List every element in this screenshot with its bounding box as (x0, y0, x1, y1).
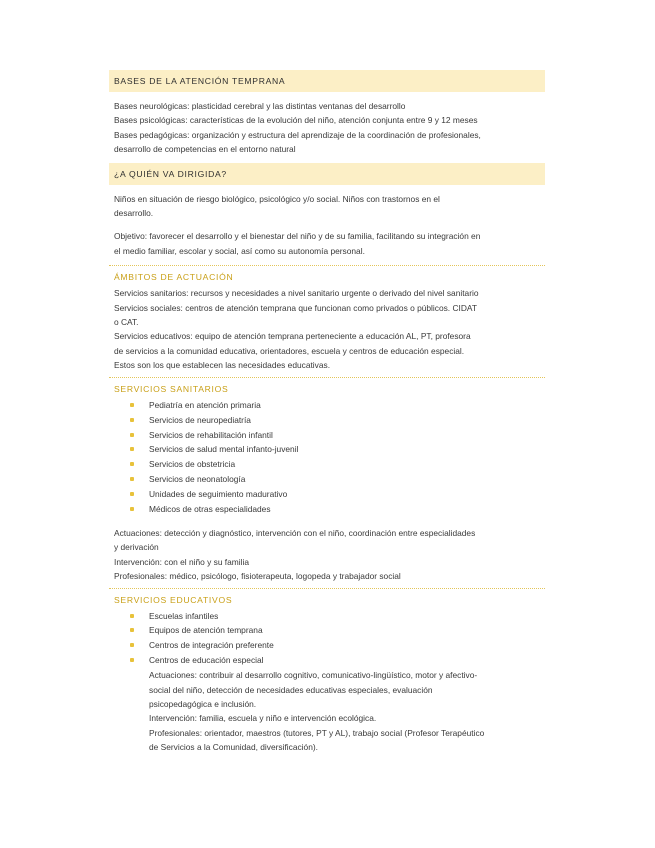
text-line: psicopedagógica e inclusión. (149, 699, 257, 709)
text-line: social del niño, detección de necesidades educativas especiales, evaluación (149, 684, 433, 695)
list-item: Servicios de neuropediatría (114, 413, 545, 428)
text-line: Intervención: familia, escuela y niño e intervención ecológica. (149, 713, 377, 724)
sanitarios-list (109, 398, 545, 517)
list-item: Escuelas infantiles (114, 609, 545, 624)
text-line: Actuaciones: detección y diagnóstico, intervención con el niño, coordinación entre especialidades (114, 527, 476, 538)
text-line: Profesionales: orientador, maestros (tutores, PT y AL), trabajo social (Profesor Terapéutico (149, 727, 485, 738)
list-item: Pediatría en atención primaria (114, 398, 545, 413)
text-line: Bases psicológicas: características de la evolución del niño, atención conjunta entre 9 y 12 meses (114, 115, 478, 126)
text-line: Bases neurológicas: plasticidad cerebral y las distintas ventanas del desarrollo (114, 101, 406, 111)
section-heading-educativos: SERVICIOS EDUCATIVOS (114, 594, 233, 605)
list-item: Servicios de rehabilitación infantil (114, 428, 545, 443)
section-heading-ambitos: ÁMBITOS DE ACTUACIÓN (114, 272, 234, 283)
bullet-icon (130, 492, 134, 496)
text-line: y derivación (114, 542, 159, 553)
bullet-icon (130, 628, 134, 632)
text-line: Objetivo: favorecer el desarrollo y el bienestar del niño y de su familia, facilitando su integración en (114, 231, 481, 242)
text-line: Estos son los que establecen las necesidades educativas. (114, 360, 331, 371)
text-line: Servicios sanitarios: recursos y necesidades a nivel sanitario urgente o derivado del nivel sanitario (114, 288, 479, 299)
educativos-list (109, 609, 545, 669)
text-line: Niños en situación de riesgo biológico, psicológico y/o social. Niños con trastornos en el (114, 193, 440, 204)
bullet-icon (130, 477, 134, 481)
bullet-icon (130, 658, 134, 662)
educativos-details (109, 668, 545, 754)
text-line: Actuaciones: contribuir al desarrollo cognitivo, comunicativo-lingüístico, motor y afectivo- (149, 670, 478, 681)
bullet-icon (130, 418, 134, 422)
bullet-icon (130, 643, 134, 647)
text-line: el medio familiar, escolar y social, así como su autonomía personal. (114, 245, 365, 256)
document-content (109, 70, 545, 755)
list-item: Servicios de obstetricia (114, 457, 545, 472)
list-item: Centros de educación especial (114, 653, 545, 668)
section-heading-sanitarios: SERVICIOS SANITARIOS (114, 383, 229, 394)
bullet-icon (130, 447, 134, 451)
list-item: Servicios de neonatología (114, 472, 545, 487)
bullet-icon (130, 403, 134, 407)
text-line: desarrollo de competencias en el entorno natural (114, 144, 296, 155)
divider (109, 265, 545, 266)
text-line: Bases pedagógicas: organización y estructura del aprendizaje de la coordinación de profesionales, (114, 129, 481, 140)
text-line: Intervención: con el niño y su familia (114, 556, 250, 567)
text-line: o CAT. (114, 317, 139, 328)
section-heading-quien: ¿A QUIÉN VA DIRIGIDA? (109, 163, 545, 185)
bullet-icon (130, 462, 134, 466)
text-line: Servicios educativos: equipo de atención temprana perteneciente a educación AL, PT, profesora (114, 331, 471, 342)
list-item: Unidades de seguimiento madurativo (114, 487, 545, 502)
divider (109, 377, 545, 378)
list-item: Servicios de salud mental infanto-juvenil (114, 442, 545, 457)
list-item: Médicos de otras especialidades (114, 502, 545, 517)
list-item: Centros de integración preferente (114, 638, 545, 653)
text-line: de servicios a la comunidad educativa, orientadores, escuela y centros de educación especial. (114, 345, 465, 356)
bullet-icon (130, 507, 134, 511)
bullet-icon (130, 614, 134, 618)
text-line: desarrollo. (114, 208, 154, 219)
section-heading-bases: BASES DE LA ATENCIÓN TEMPRANA (109, 70, 545, 92)
text-line: Profesionales: médico, psicólogo, fisioterapeuta, logopeda y trabajador social (114, 571, 401, 582)
bullet-icon (130, 433, 134, 437)
text-line: Servicios sociales: centros de atención temprana que funcionan como privados o públicos. CIDAT (114, 302, 477, 313)
divider (109, 588, 545, 589)
list-item: Equipos de atención temprana (114, 623, 545, 638)
text-line: de Servicios a la Comunidad, diversificación). (149, 742, 318, 753)
